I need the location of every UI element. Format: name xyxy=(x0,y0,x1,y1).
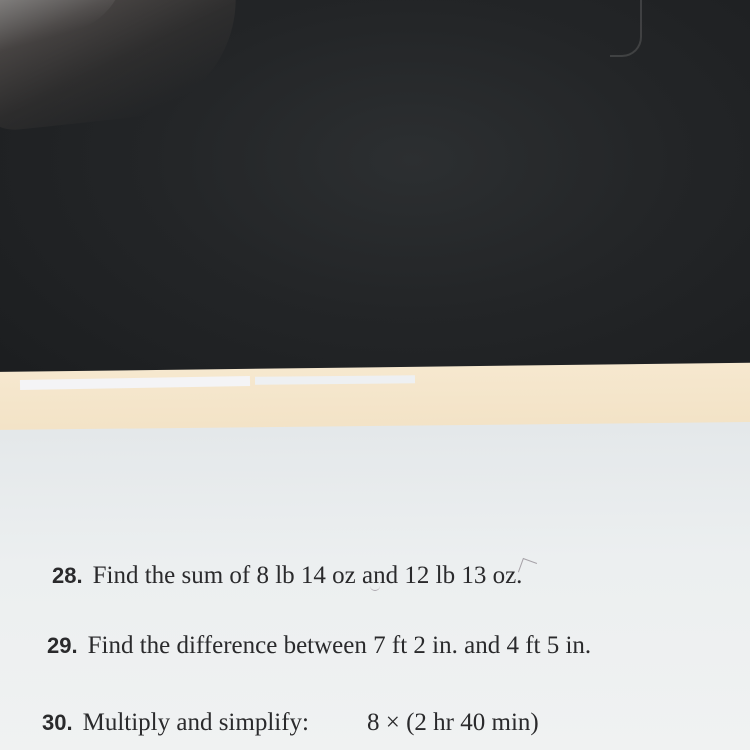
problem-30 xyxy=(42,710,539,735)
plastic-bag-shine xyxy=(0,0,142,56)
problem-number: 30. xyxy=(42,710,73,735)
problem-number: 29. xyxy=(47,633,78,658)
problem-28 xyxy=(52,563,522,588)
folder-edge-paper-2 xyxy=(255,375,415,384)
problem-text: Multiply and simplify: xyxy=(82,709,309,736)
problem-text: Find the sum of 8 lb 14 oz and 12 lb 13 oz. xyxy=(92,562,523,589)
problem-expression: 8 × (2 hr 40 min) xyxy=(367,709,539,736)
problem-number: 28. xyxy=(52,563,83,588)
problem-29 xyxy=(47,633,591,658)
cable xyxy=(610,0,642,57)
problem-text: Find the difference between 7 ft 2 in. and 4 ft 5 in. xyxy=(87,632,592,659)
